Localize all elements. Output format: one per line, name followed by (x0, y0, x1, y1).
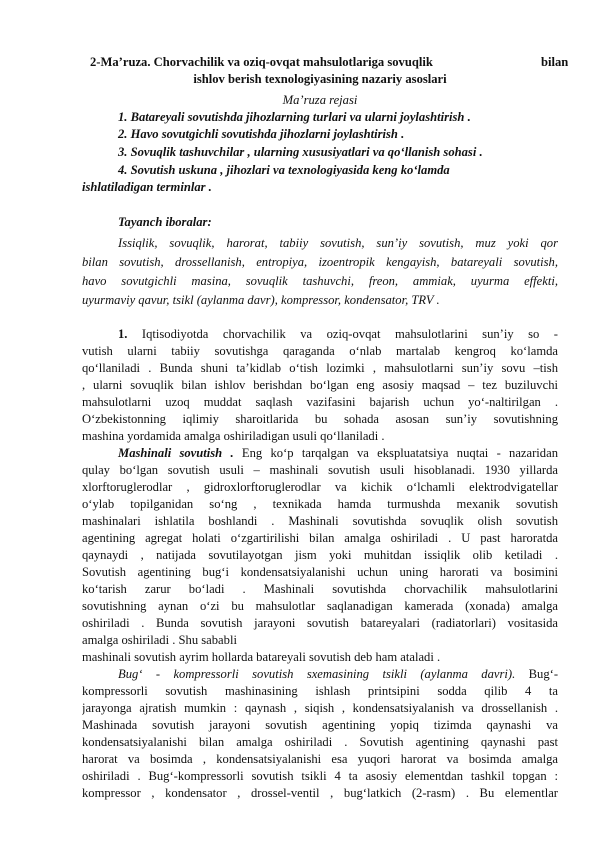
keywords-heading: Tayanch iboralar: (118, 215, 212, 229)
para2-short-line: amalga oshiriladi . Shu sababli (82, 633, 237, 647)
keywords-line: Issiqlik, sovuqlik, harorat, tabiiy sovutish, sun’iy sovutish, muz yoki qor (118, 236, 558, 250)
para2-line: mashinalari ishlatila boshlandi . Mashinali sovutishda sovuqlik olish sovutish (82, 514, 558, 528)
para2-line: ko‘tarish zarur bo‘ladi . Mashinali sovutishda chorvachilik mahsulotlarini (82, 582, 558, 596)
plan-item: 2. Havo sovutgichli sovutishda jihozlarni joylashtirish . (118, 127, 405, 141)
keywords-line: uyurmaviy qavur, tsikl (aylanma davr), kompressor, kondensator, TRV . (82, 293, 440, 307)
keywords-line: havo sovutgichli masina, sovuqlik tashuvchi, freon, ammiak, uyurma effekti, (82, 274, 558, 288)
para2-line: qulay bo‘lgan sovutish usuli – mashinali sovutish usuli hisoblanadi. 1930 yillarda (82, 463, 558, 477)
para1-first-line: 1. Iqtisodiyotda chorvachilik va oziq-ovqat mahsulotlarini sun’iy so - (118, 327, 558, 341)
keywords-line: bilan sovutish, drossellanish, entropiya, izoentropik kengayish, batareyali sovutish, (82, 255, 558, 269)
plan-item: 3. Sovuqlik tashuvchilar , ularning xususiyatlari va qo‘llanish sohasi . (118, 145, 483, 159)
para3-line: jarayonga ajratish mumkin : qaynash , siqish , kondensatsiyalanish va drossellanish . (82, 701, 558, 715)
para3-first-line: Bug‘ - kompressorli sovutish sxemasining tsikli (aylanma davri). Bug‘- (118, 667, 558, 681)
lecture-title-line2: ishlov berish texnologiyasining nazariy asoslari (193, 72, 447, 86)
para1-line: qo‘llaniladi . Bunda shuni ta’kidlab o‘tish lozimki , mahsulotlarni sun’iy sovu –tish (82, 361, 558, 375)
para1-last-line: mashina yordamida amalga oshiriladigan usuli qo‘llaniladi . (82, 429, 385, 443)
para3-line: harorat va bosimda , kondensatsiyalanishi esa yuqori harorat va bosimda amalga (82, 752, 558, 766)
lecture-title-line1: 2-Ma’ruza. Chorvachilik va oziq-ovqat mahsulotlariga sovuqlik (90, 55, 433, 69)
para2-line: Sovutish agentining bug‘i kondensatsiyalanishi uchun uning harorati va bosimini (82, 565, 558, 579)
para1-line: O‘zbekistonning iqlimiy sharoitlarida bu sohada asosan sun’iy sovutishning (82, 412, 558, 426)
para2-line: xlorftoruglerodlar , gidroxlorftoruglerodlar va kichik o‘lchamli elektrodvigatellar (82, 480, 558, 494)
para2-line: oshiriladi . Bunda sovutish jarayoni sovutish batareyalari (radiatorlari) vositasida (82, 616, 558, 630)
lecture-title-line1-end: bilan (541, 55, 569, 69)
para2-line: sovutishning aynan o‘zi bu mahsulotlar saqlanadigan kamerada (xonada) amalga (82, 599, 558, 613)
para2-first-line: Mashinali sovutish . Eng ko‘p tarqalgan va ekspluatatsiya nuqtai - nazaridan (118, 446, 558, 460)
para2-line: o‘ylab topilganidan so‘ng , texnikada hamda turmushda mexanik sovutish (82, 497, 558, 511)
plan-item: 1. Batareyali sovutishda jihozlarning turlari va ularni joylashtirish . (118, 110, 471, 124)
para1-line: , ularni sovuqlik bilan ishlov berishdan bo‘lgan eng asosiy maqsad – tez buziluvchi (82, 378, 558, 392)
para3-line: kompressor , kondensator , drossel-ventil , bug‘latkich (2-rasm) . Bu elementlar (82, 786, 558, 800)
plan-item-continuation: ishlatiladigan terminlar . (82, 180, 212, 194)
para1-line: mahsulotlarni uzoq muddat saqlash vazifasini bajarish uchun yo‘-naltirilgan . (82, 395, 558, 409)
para3-line: Mashinada sovutish jarayoni sovutish agentining yopiq tizimda qaynashi va (82, 718, 558, 732)
para2-short-line: mashinali sovutish ayrim hollarda batareyali sovutish deb ham ataladi . (82, 650, 441, 664)
para3-line: kompressorli sovutish mashinasining ishlash printsipini sodda qilib 4 ta (82, 684, 558, 698)
para2-line: qaynaydi , natijada sovutilayotgan jism yoki muhitdan issiqlik olib ketiladi . (82, 548, 558, 562)
plan-item: 4. Sovutish uskuna , jihozlari va texnologiyasida keng ko‘lamda (118, 163, 450, 177)
para2-line: agentining agregat holati o‘zgartirilishi bilan amalga oshiriladi . U past haroratda (82, 531, 558, 545)
plan-heading: Ma’ruza rejasi (282, 93, 358, 107)
para3-line: kondensatsiyalanishi bilan amalga oshiriladi . Sovutish agentining qaynashi past (82, 735, 558, 749)
para3-line: oshiriladi . Bug‘-kompressorli sovutish tsikli 4 ta asosiy elementdan tashkil topgan : (82, 769, 558, 783)
para1-line: vutish ularni tabiiy sovutishga qaraganda o‘nlab martalab kengroq ko‘lamda (82, 344, 558, 358)
